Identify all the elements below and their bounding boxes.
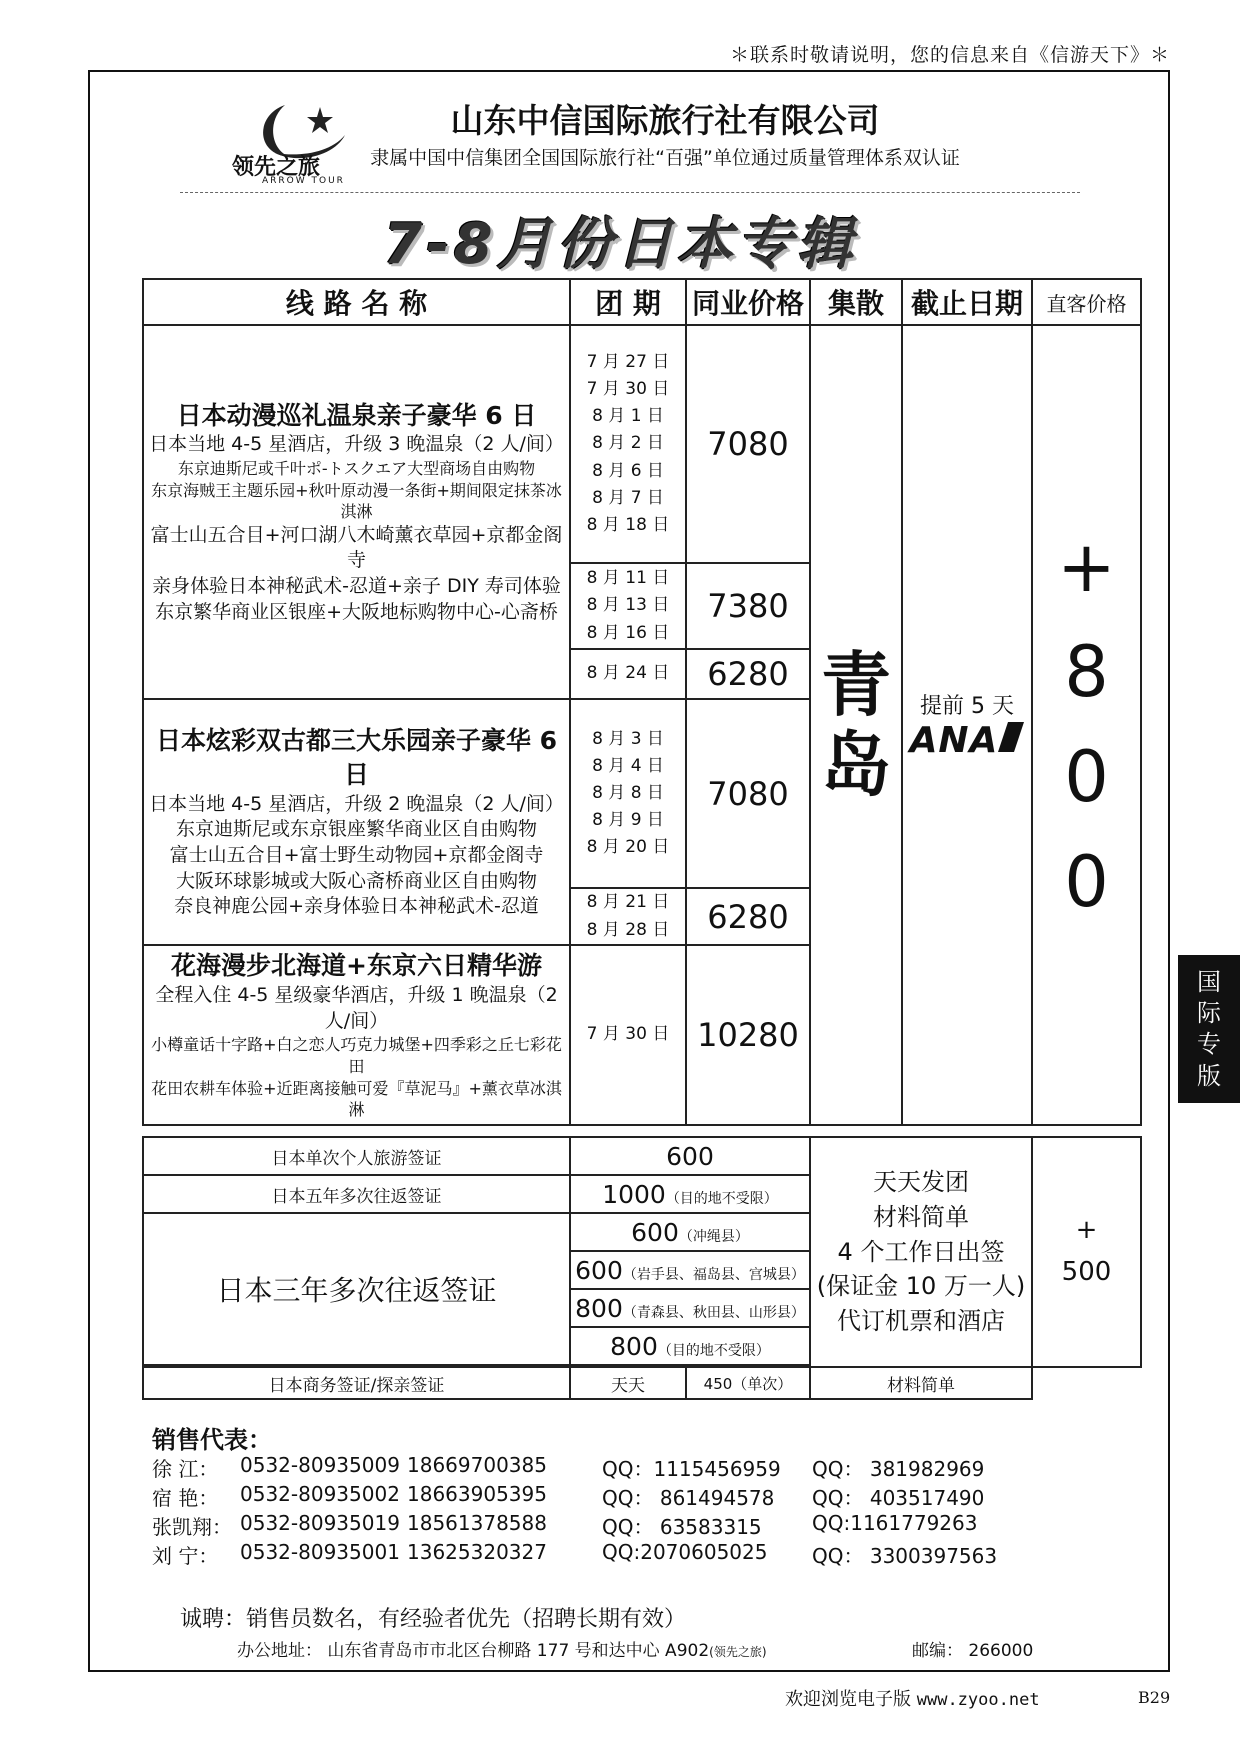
route-lines <box>144 983 569 1121</box>
route-detail: 东京迪斯尼或东京银座繁华商业区自由购物 <box>175 818 537 841</box>
route-title: 日本动漫巡礼温泉亲子豪华 6 日 <box>176 400 537 430</box>
visa-price: 450（单次） <box>686 1367 810 1399</box>
visa-notes <box>810 1137 1032 1367</box>
list-line: 8 <box>1064 631 1109 713</box>
rep-qq: QQ:1161779263 <box>812 1511 978 1535</box>
visa-price: 1000（目的地不受限） <box>570 1175 810 1213</box>
logo-subtext: ARROW TOUR <box>262 176 345 186</box>
gather-city-char: 青 <box>821 643 891 726</box>
route-detail: 东京繁华商业区银座+大阪地标购物中心-心斋桥 <box>155 600 558 623</box>
rep-mobile: 18561378588 <box>407 1511 547 1535</box>
rep-mobile: 18663905395 <box>407 1482 547 1506</box>
route-cell <box>143 699 570 945</box>
peer-price: 6280 <box>686 649 810 699</box>
list-line: 材料简单 <box>873 1202 969 1231</box>
list-line: 8 月 6 日 <box>592 460 664 481</box>
visa-dates: 天天 <box>570 1367 686 1399</box>
deadline-text: 提前 5 天 <box>920 694 1014 719</box>
route-detail: 日本当地 4-5 星酒店，升级 2 晚温泉（2 人/间） <box>149 792 564 815</box>
date-list <box>570 563 686 649</box>
visa-label: 日本三年多次往返签证 <box>143 1213 570 1365</box>
route-detail: 东京迪斯尼或千叶ポ-トスクエア大型商场自由购物 <box>177 459 536 479</box>
list-line: 8 月 3 日 <box>592 728 664 749</box>
route-detail: 奈良神鹿公园+亲身体验日本神秘武术-忍道 <box>174 895 539 918</box>
deadline-cell <box>902 325 1032 1125</box>
list-line: 8 月 28 日 <box>586 919 670 940</box>
header-divider <box>180 192 1080 193</box>
list-line: 天天发团 <box>873 1168 969 1196</box>
date-list <box>570 888 686 945</box>
rep-qq: QQ： 3300397563 <box>812 1544 998 1568</box>
list-line: 500 <box>1061 1257 1112 1287</box>
list-line: 7 月 30 日 <box>586 1024 670 1045</box>
route-lines <box>144 792 569 920</box>
route-detail: 亲身体验日本神秘武术-忍道+亲子 DIY 寿司体验 <box>152 575 561 598</box>
rep-qq: QQ： 63583315 <box>602 1515 762 1539</box>
peer-price: 10280 <box>686 945 810 1125</box>
logo-text: 领先之旅 <box>232 155 321 180</box>
visa-price: 600 <box>570 1137 810 1175</box>
route-cell <box>143 945 570 1125</box>
date-list <box>570 325 686 563</box>
ana-airline-logo: ANA <box>903 720 1031 761</box>
recruit-notice: 诚聘：销售员数名，有经验者优先（招聘长期有效） <box>180 1607 687 1632</box>
table-row <box>143 1137 1141 1175</box>
route-title: 日本炫彩双古都三大乐园亲子豪华 6 日 <box>155 726 558 789</box>
route-detail: 日本当地 4-5 星酒店，升级 3 晚温泉（2 人/间） <box>149 433 564 456</box>
list-line: 专 <box>1197 1030 1221 1059</box>
page-number: B29 <box>1138 1688 1171 1707</box>
rep-qq: QQ:2070605025 <box>602 1540 768 1564</box>
list-line: 际 <box>1197 999 1221 1028</box>
list-line: 8 月 8 日 <box>592 782 664 803</box>
rep-name: 刘 宁： <box>152 1544 219 1568</box>
rep-tel: 0532-80935019 <box>240 1511 400 1535</box>
visa-label: 日本商务签证/探亲签证 <box>143 1367 570 1399</box>
list-line: 8 月 7 日 <box>592 487 664 508</box>
rep-qq: QQ： 403517490 <box>812 1486 985 1510</box>
company-name: 山东中信国际旅行社有限公司 <box>450 101 880 140</box>
date-list <box>570 699 686 888</box>
table-header-row <box>143 279 1141 325</box>
list-line: 8 月 13 日 <box>586 595 670 616</box>
list-line: 国 <box>1197 968 1221 996</box>
peer-price: 7080 <box>686 699 810 888</box>
route-lines <box>144 432 569 625</box>
visa-price: 800（目的地不受限） <box>570 1327 810 1365</box>
visa-label: 日本五年多次往返签证 <box>143 1175 570 1213</box>
list-line: 8 月 24 日 <box>586 663 670 684</box>
list-line: + <box>1057 526 1116 608</box>
route-detail: 富士山五合目+河口湖八木崎薰衣草园+京都金阁寺 <box>150 523 563 572</box>
header-direct-price: 直客价格 <box>1032 279 1141 325</box>
rep-name: 徐 江： <box>152 1457 219 1481</box>
rep-qq: QQ：1115456959 <box>602 1457 781 1481</box>
empty-cell <box>1032 1367 1141 1399</box>
list-line: 8 月 16 日 <box>586 622 670 643</box>
footer: 欢迎浏览电子版 www.zyoo.net <box>785 1689 1040 1710</box>
rep-qq: QQ： 381982969 <box>812 1457 985 1481</box>
date-list <box>570 945 686 1125</box>
rep-name: 张凯翔： <box>152 1515 232 1539</box>
route-detail: 全程入住 4-5 星级豪华酒店，升级 1 晚温泉（2 人/间） <box>155 984 558 1032</box>
website-link[interactable]: www.zyoo.net <box>916 1690 1040 1710</box>
office-address: 办公地址： 山东省青岛市市北区台柳路 177 号和达中心 A902(领先之旅) <box>237 1641 767 1661</box>
top-note: ＊联系时敬请说明，您的信息来自《信游天下》＊ <box>729 44 1170 66</box>
route-detail: 富士山五合目+富士野生动物园+京都金阁寺 <box>169 843 544 866</box>
list-line: 0 <box>1064 736 1109 818</box>
list-line: + <box>1075 1215 1098 1246</box>
visa-label: 日本单次个人旅游签证 <box>143 1137 570 1175</box>
visa-direct-markup <box>1032 1137 1141 1367</box>
route-detail: 小樽童话十字路+白之恋人巧克力城堡+四季彩之丘七彩花田 <box>151 1035 562 1076</box>
list-line: 8 月 11 日 <box>586 568 670 589</box>
route-title: 花海漫步北海道+东京六日精华游 <box>171 951 542 981</box>
list-line: 版 <box>1197 1061 1221 1090</box>
visa-note: 材料简单 <box>810 1367 1032 1399</box>
direct-markup <box>1032 325 1141 1125</box>
gather-city-char: 岛 <box>821 724 891 806</box>
route-detail: 花田农耕车体验+近距离接触可爱『草泥马』+薰衣草冰淇淋 <box>151 1078 562 1120</box>
header-deadline: 截止日期 <box>902 279 1032 325</box>
header-dates: 团 期 <box>570 279 686 325</box>
gather-city <box>810 325 902 1125</box>
list-line: 7 月 30 日 <box>586 379 670 400</box>
rep-mobile: 13625320327 <box>407 1540 547 1564</box>
price-table <box>142 278 1142 1126</box>
header-peer-price: 同业价格 <box>686 279 810 325</box>
rep-mobile: 18669700385 <box>407 1453 547 1477</box>
list-line: 8 月 9 日 <box>592 810 664 831</box>
rep-tel: 0532-80935009 <box>240 1453 400 1477</box>
side-tab-international <box>1178 955 1240 1103</box>
peer-price: 7380 <box>686 563 810 649</box>
page-title: 7-8月份日本专辑 <box>383 212 857 277</box>
list-line: 4 个工作日出签 <box>837 1237 1005 1266</box>
route-detail: 大阪环球影城或大阪心斋桥商业区自由购物 <box>175 869 537 892</box>
visa-price: 800（青森县、秋田县、山形县） <box>570 1289 810 1327</box>
list-line: 8 月 18 日 <box>586 514 670 535</box>
date-list <box>570 649 686 699</box>
list-line: 8 月 21 日 <box>586 892 670 913</box>
list-line: 8 月 2 日 <box>592 433 664 454</box>
route-detail: 东京海贼王主题乐园+秋叶原动漫一条街+期间限定抹茶冰淇淋 <box>151 480 562 522</box>
header-gather: 集散 <box>810 279 902 325</box>
company-subtitle: 隶属中国中信集团全国国际旅行社“百强”单位通过质量管理体系双认证 <box>370 147 960 169</box>
list-line: (保证金 10 万一人) <box>816 1272 1026 1301</box>
peer-price: 7080 <box>686 325 810 563</box>
list-line: 8 月 20 日 <box>586 837 670 858</box>
postcode: 邮编： 266000 <box>912 1641 1034 1661</box>
sales-title: 销售代表： <box>152 1426 272 1454</box>
table-row <box>143 325 1141 563</box>
header-route: 线 路 名 称 <box>143 279 570 325</box>
list-line: 7 月 27 日 <box>586 351 670 372</box>
table-row <box>143 1367 1141 1399</box>
peer-price: 6280 <box>686 888 810 945</box>
visa-price: 600（岩手县、福岛县、宫城县） <box>570 1251 810 1289</box>
rep-qq: QQ： 861494578 <box>602 1486 775 1510</box>
route-cell <box>143 325 570 699</box>
list-line: 8 月 4 日 <box>592 755 664 776</box>
list-line: 0 <box>1064 841 1109 923</box>
rep-name: 宿 艳： <box>152 1486 219 1510</box>
visa-table <box>142 1136 1142 1400</box>
list-line: 8 月 1 日 <box>592 406 664 427</box>
visa-price: 600（冲绳县） <box>570 1213 810 1251</box>
rep-tel: 0532-80935001 <box>240 1540 400 1564</box>
rep-tel: 0532-80935002 <box>240 1482 400 1506</box>
list-line: 代订机票和酒店 <box>837 1307 1005 1336</box>
